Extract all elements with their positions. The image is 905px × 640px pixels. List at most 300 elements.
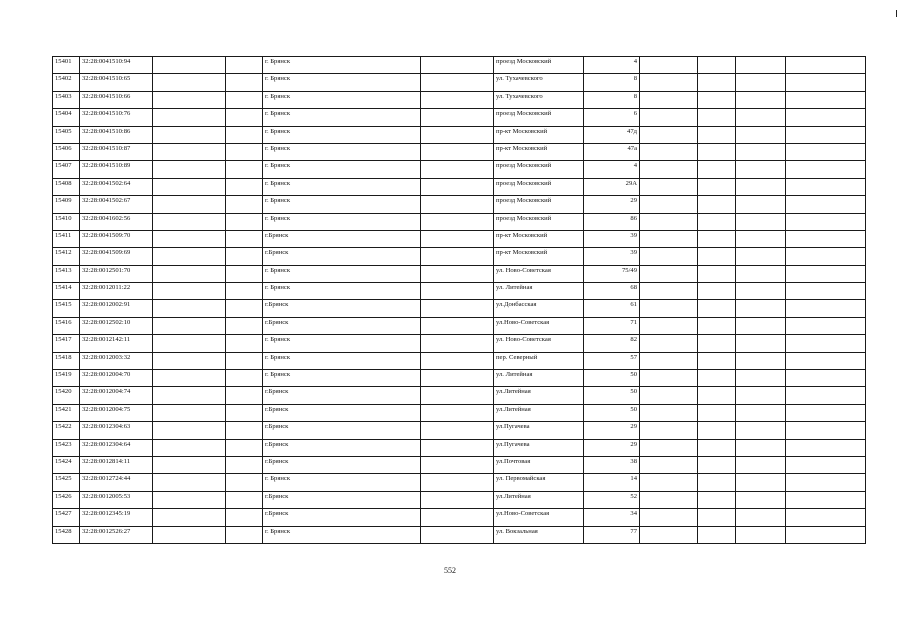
cell-empty — [226, 439, 263, 456]
table-row — [53, 317, 866, 334]
cell-city: г. Брянск — [263, 143, 421, 160]
cell-house-number: 47а — [584, 143, 640, 160]
cell-record-number: 15401 — [53, 57, 80, 74]
cell-street: ул.Ново-Советская — [494, 317, 584, 334]
cell-city: г.Брянск — [263, 509, 421, 526]
table-row — [53, 370, 866, 387]
cell-house-number: 29 — [584, 196, 640, 213]
cell-cadastral-number: 32:28:0012004:70 — [80, 370, 153, 387]
cell-house-number: 6 — [584, 109, 640, 126]
cell-empty — [698, 91, 736, 108]
cell-empty — [698, 404, 736, 421]
table-row — [53, 213, 866, 230]
cell-record-number: 15428 — [53, 526, 80, 543]
cell-empty — [640, 109, 698, 126]
cell-house-number: 29 — [584, 439, 640, 456]
cell-empty — [698, 509, 736, 526]
cell-empty — [736, 213, 786, 230]
cell-city: г. Брянск — [263, 283, 421, 300]
cell-empty — [421, 213, 494, 230]
cell-empty — [226, 387, 263, 404]
cell-city: г. Брянск — [263, 74, 421, 91]
cell-cadastral-number: 32:28:0041602:56 — [80, 213, 153, 230]
cell-cadastral-number: 32:28:0041510:66 — [80, 91, 153, 108]
cell-street: ул. Ново-Советская — [494, 335, 584, 352]
cell-empty — [226, 509, 263, 526]
cell-empty — [153, 91, 226, 108]
cell-cadastral-number: 32:28:0012004:75 — [80, 404, 153, 421]
cell-empty — [153, 161, 226, 178]
cell-house-number: 4 — [584, 57, 640, 74]
cell-street: ул. Первомайская — [494, 474, 584, 491]
cell-cadastral-number: 32:28:0012002:91 — [80, 300, 153, 317]
cell-city: г. Брянск — [263, 213, 421, 230]
cell-empty — [153, 126, 226, 143]
table-row — [53, 126, 866, 143]
cell-street: ул. Тухачевского — [494, 91, 584, 108]
cell-empty — [736, 526, 786, 543]
cell-city: г. Брянск — [263, 126, 421, 143]
table-row — [53, 248, 866, 265]
cell-empty — [786, 109, 866, 126]
cell-empty — [226, 178, 263, 195]
cell-street: ул. Литейная — [494, 370, 584, 387]
cell-empty — [421, 91, 494, 108]
cell-cadastral-number: 32:28:0041502:67 — [80, 196, 153, 213]
cell-city: г. Брянск — [263, 196, 421, 213]
cell-empty — [153, 370, 226, 387]
cell-street: проезд Московский — [494, 57, 584, 74]
cell-record-number: 15415 — [53, 300, 80, 317]
cell-empty — [736, 335, 786, 352]
cell-empty — [421, 178, 494, 195]
cell-empty — [153, 230, 226, 247]
cell-empty — [786, 300, 866, 317]
cell-empty — [736, 283, 786, 300]
cell-empty — [153, 283, 226, 300]
cell-empty — [698, 143, 736, 160]
cell-street: ул. Тухачевского — [494, 74, 584, 91]
cell-street: пр-кт Московский — [494, 143, 584, 160]
cell-record-number: 15402 — [53, 74, 80, 91]
cell-empty — [698, 248, 736, 265]
cell-empty — [698, 474, 736, 491]
cell-street: пр-кт Московский — [494, 248, 584, 265]
cell-empty — [736, 404, 786, 421]
cell-street: проезд Московский — [494, 161, 584, 178]
cell-empty — [226, 422, 263, 439]
cell-empty — [226, 230, 263, 247]
cell-empty — [421, 509, 494, 526]
cell-empty — [421, 74, 494, 91]
cell-street: ул.Литейная — [494, 404, 584, 421]
cell-empty — [640, 370, 698, 387]
cell-empty — [698, 335, 736, 352]
cell-house-number: 39 — [584, 230, 640, 247]
cell-empty — [786, 456, 866, 473]
cell-cadastral-number: 32:28:0012005:53 — [80, 491, 153, 508]
cell-empty — [640, 317, 698, 334]
cell-empty — [640, 230, 698, 247]
table-row — [53, 283, 866, 300]
cell-house-number: 57 — [584, 352, 640, 369]
cell-house-number: 77 — [584, 526, 640, 543]
cell-record-number: 15421 — [53, 404, 80, 421]
cell-empty — [153, 178, 226, 195]
table-row — [53, 352, 866, 369]
cell-empty — [698, 265, 736, 282]
cell-empty — [640, 439, 698, 456]
cell-cadastral-number: 32:28:0041509:70 — [80, 230, 153, 247]
cell-house-number: 38 — [584, 456, 640, 473]
cell-empty — [640, 335, 698, 352]
cell-empty — [226, 91, 263, 108]
cell-street: ул.Ново-Советская — [494, 509, 584, 526]
cell-city: г. Брянск — [263, 109, 421, 126]
registry-table — [52, 56, 866, 544]
table-row — [53, 178, 866, 195]
cell-empty — [640, 456, 698, 473]
cell-empty — [736, 161, 786, 178]
cell-house-number: 50 — [584, 387, 640, 404]
cell-empty — [640, 474, 698, 491]
cell-house-number: 47д — [584, 126, 640, 143]
cell-empty — [153, 317, 226, 334]
cell-cadastral-number: 32:28:0012814:11 — [80, 456, 153, 473]
cell-empty — [640, 126, 698, 143]
cell-cadastral-number: 32:28:0041510:87 — [80, 143, 153, 160]
cell-house-number: 14 — [584, 474, 640, 491]
cell-cadastral-number: 32:28:0012724:44 — [80, 474, 153, 491]
cell-cadastral-number: 32:28:0041502:64 — [80, 178, 153, 195]
cell-empty — [698, 526, 736, 543]
cell-record-number: 15410 — [53, 213, 80, 230]
cell-empty — [153, 491, 226, 508]
cell-empty — [226, 370, 263, 387]
table-row — [53, 196, 866, 213]
cell-empty — [153, 352, 226, 369]
table-row — [53, 57, 866, 74]
cell-empty — [153, 143, 226, 160]
cell-record-number: 15423 — [53, 439, 80, 456]
cell-house-number: 39 — [584, 248, 640, 265]
cell-city: г. Брянск — [263, 526, 421, 543]
cell-house-number: 61 — [584, 300, 640, 317]
cell-empty — [698, 74, 736, 91]
cell-city: г.Брянск — [263, 300, 421, 317]
cell-empty — [421, 387, 494, 404]
cell-city: г.Брянск — [263, 317, 421, 334]
cell-empty — [226, 265, 263, 282]
cell-empty — [786, 404, 866, 421]
cell-empty — [226, 109, 263, 126]
cell-empty — [698, 57, 736, 74]
cell-empty — [226, 143, 263, 160]
cell-empty — [153, 335, 226, 352]
cell-empty — [421, 230, 494, 247]
cell-empty — [421, 456, 494, 473]
cell-city: г.Брянск — [263, 491, 421, 508]
cell-empty — [698, 178, 736, 195]
cell-record-number: 15418 — [53, 352, 80, 369]
cell-house-number: 50 — [584, 370, 640, 387]
cell-empty — [698, 422, 736, 439]
cell-record-number: 15404 — [53, 109, 80, 126]
cell-empty — [421, 422, 494, 439]
cell-cadastral-number: 32:28:0041509:69 — [80, 248, 153, 265]
cell-empty — [640, 509, 698, 526]
cell-empty — [421, 109, 494, 126]
cell-empty — [226, 404, 263, 421]
cell-street: ул.Пугачева — [494, 422, 584, 439]
cell-empty — [736, 143, 786, 160]
cell-empty — [786, 474, 866, 491]
cell-cadastral-number: 32:28:0012345:19 — [80, 509, 153, 526]
cell-record-number: 15424 — [53, 456, 80, 473]
cell-empty — [786, 248, 866, 265]
page-number: 552 — [444, 566, 456, 575]
cell-empty — [786, 74, 866, 91]
cell-house-number: 29А — [584, 178, 640, 195]
cell-empty — [640, 422, 698, 439]
cell-empty — [640, 196, 698, 213]
cell-empty — [153, 57, 226, 74]
cell-city: г.Брянск — [263, 456, 421, 473]
cell-empty — [736, 370, 786, 387]
cell-empty — [640, 143, 698, 160]
cell-city: г. Брянск — [263, 370, 421, 387]
cell-empty — [786, 387, 866, 404]
cell-empty — [786, 91, 866, 108]
cell-empty — [153, 248, 226, 265]
cell-empty — [421, 352, 494, 369]
cell-empty — [421, 439, 494, 456]
cell-empty — [153, 387, 226, 404]
cell-empty — [786, 370, 866, 387]
table-row — [53, 143, 866, 160]
cell-empty — [640, 91, 698, 108]
cell-street: проезд Московский — [494, 213, 584, 230]
cell-empty — [736, 422, 786, 439]
cell-empty — [640, 352, 698, 369]
cell-empty — [421, 404, 494, 421]
cell-record-number: 15406 — [53, 143, 80, 160]
table-row — [53, 161, 866, 178]
cell-cadastral-number: 32:28:0012003:32 — [80, 352, 153, 369]
cell-empty — [226, 491, 263, 508]
cell-empty — [698, 439, 736, 456]
cell-street: проезд Московский — [494, 196, 584, 213]
cell-record-number: 15416 — [53, 317, 80, 334]
cell-empty — [421, 126, 494, 143]
cell-empty — [153, 509, 226, 526]
cell-empty — [736, 248, 786, 265]
cell-empty — [736, 178, 786, 195]
cell-empty — [640, 404, 698, 421]
cell-empty — [786, 509, 866, 526]
cell-house-number: 82 — [584, 335, 640, 352]
cell-empty — [736, 91, 786, 108]
cell-empty — [736, 317, 786, 334]
cell-empty — [421, 491, 494, 508]
cell-empty — [226, 456, 263, 473]
cell-record-number: 15403 — [53, 91, 80, 108]
cell-street: ул.Литейная — [494, 387, 584, 404]
cell-cadastral-number: 32:28:0012502:10 — [80, 317, 153, 334]
table-row — [53, 91, 866, 108]
cell-cadastral-number: 32:28:0012011:22 — [80, 283, 153, 300]
cell-empty — [421, 248, 494, 265]
cell-empty — [698, 283, 736, 300]
cell-empty — [226, 74, 263, 91]
cell-empty — [640, 283, 698, 300]
cell-empty — [153, 300, 226, 317]
cell-street: проезд Московский — [494, 178, 584, 195]
cell-empty — [786, 317, 866, 334]
cell-empty — [698, 300, 736, 317]
table-row — [53, 404, 866, 421]
cell-empty — [698, 387, 736, 404]
cell-cadastral-number: 32:28:0012501:70 — [80, 265, 153, 282]
cell-record-number: 15405 — [53, 126, 80, 143]
cell-empty — [421, 161, 494, 178]
cell-empty — [698, 213, 736, 230]
cell-empty — [153, 265, 226, 282]
cell-empty — [226, 196, 263, 213]
cell-empty — [421, 143, 494, 160]
cell-empty — [736, 196, 786, 213]
cell-city: г.Брянск — [263, 404, 421, 421]
cell-empty — [153, 526, 226, 543]
cell-empty — [640, 248, 698, 265]
cell-house-number: 4 — [584, 161, 640, 178]
cell-empty — [226, 283, 263, 300]
cell-empty — [736, 439, 786, 456]
cell-empty — [736, 352, 786, 369]
cell-empty — [698, 230, 736, 247]
cell-city: г.Брянск — [263, 230, 421, 247]
cell-empty — [640, 387, 698, 404]
cell-empty — [786, 178, 866, 195]
cell-empty — [226, 57, 263, 74]
table-row — [53, 491, 866, 508]
cell-empty — [736, 230, 786, 247]
table-row — [53, 387, 866, 404]
cell-empty — [698, 491, 736, 508]
cell-street: пр-кт Московский — [494, 230, 584, 247]
cell-house-number: 34 — [584, 509, 640, 526]
cell-empty — [786, 335, 866, 352]
cell-house-number: 50 — [584, 404, 640, 421]
cell-empty — [736, 126, 786, 143]
cell-empty — [153, 74, 226, 91]
cell-record-number: 15412 — [53, 248, 80, 265]
cell-empty — [640, 300, 698, 317]
cell-empty — [786, 422, 866, 439]
cell-empty — [640, 265, 698, 282]
cell-empty — [421, 474, 494, 491]
cell-city: г. Брянск — [263, 161, 421, 178]
cell-empty — [421, 265, 494, 282]
cell-record-number: 15425 — [53, 474, 80, 491]
cell-empty — [226, 352, 263, 369]
cell-empty — [736, 109, 786, 126]
cell-empty — [698, 370, 736, 387]
cell-street: ул.Почтовая — [494, 456, 584, 473]
registry-table-body — [53, 57, 866, 544]
cell-empty — [786, 352, 866, 369]
cell-record-number: 15411 — [53, 230, 80, 247]
cell-street: ул. Ново-Советская — [494, 265, 584, 282]
cell-empty — [736, 74, 786, 91]
cell-empty — [698, 161, 736, 178]
cell-empty — [736, 474, 786, 491]
cell-city: г.Брянск — [263, 248, 421, 265]
cell-empty — [226, 213, 263, 230]
cell-empty — [421, 317, 494, 334]
cell-empty — [421, 300, 494, 317]
cell-empty — [786, 265, 866, 282]
cell-cadastral-number: 32:28:0041510:94 — [80, 57, 153, 74]
cell-empty — [640, 178, 698, 195]
cell-empty — [786, 161, 866, 178]
cell-city: г.Брянск — [263, 387, 421, 404]
cell-empty — [153, 456, 226, 473]
cell-house-number: 75/49 — [584, 265, 640, 282]
cell-empty — [698, 109, 736, 126]
cell-city: г. Брянск — [263, 335, 421, 352]
cell-empty — [153, 422, 226, 439]
cell-empty — [226, 161, 263, 178]
cell-record-number: 15409 — [53, 196, 80, 213]
table-row — [53, 474, 866, 491]
cell-empty — [226, 126, 263, 143]
cell-empty — [640, 491, 698, 508]
cell-empty — [153, 404, 226, 421]
cell-empty — [786, 439, 866, 456]
cell-record-number: 15420 — [53, 387, 80, 404]
cell-empty — [640, 526, 698, 543]
cell-empty — [640, 213, 698, 230]
cell-empty — [226, 300, 263, 317]
cell-street: проезд Московский — [494, 109, 584, 126]
cell-empty — [153, 474, 226, 491]
cell-empty — [153, 439, 226, 456]
cell-empty — [421, 283, 494, 300]
table-row — [53, 439, 866, 456]
cell-street: ул. Литейная — [494, 283, 584, 300]
cell-empty — [698, 196, 736, 213]
cell-empty — [786, 126, 866, 143]
cell-empty — [226, 335, 263, 352]
cell-empty — [421, 57, 494, 74]
cell-city: г. Брянск — [263, 265, 421, 282]
cell-cadastral-number: 32:28:0041510:76 — [80, 109, 153, 126]
cell-street: пер. Северный — [494, 352, 584, 369]
cell-house-number: 8 — [584, 91, 640, 108]
cell-empty — [698, 352, 736, 369]
cell-empty — [421, 526, 494, 543]
cell-empty — [226, 248, 263, 265]
cell-empty — [786, 213, 866, 230]
cell-empty — [421, 196, 494, 213]
table-row — [53, 335, 866, 352]
cell-empty — [153, 213, 226, 230]
cell-city: г. Брянск — [263, 91, 421, 108]
cell-empty — [153, 109, 226, 126]
cell-city: г. Брянск — [263, 57, 421, 74]
cell-empty — [786, 143, 866, 160]
